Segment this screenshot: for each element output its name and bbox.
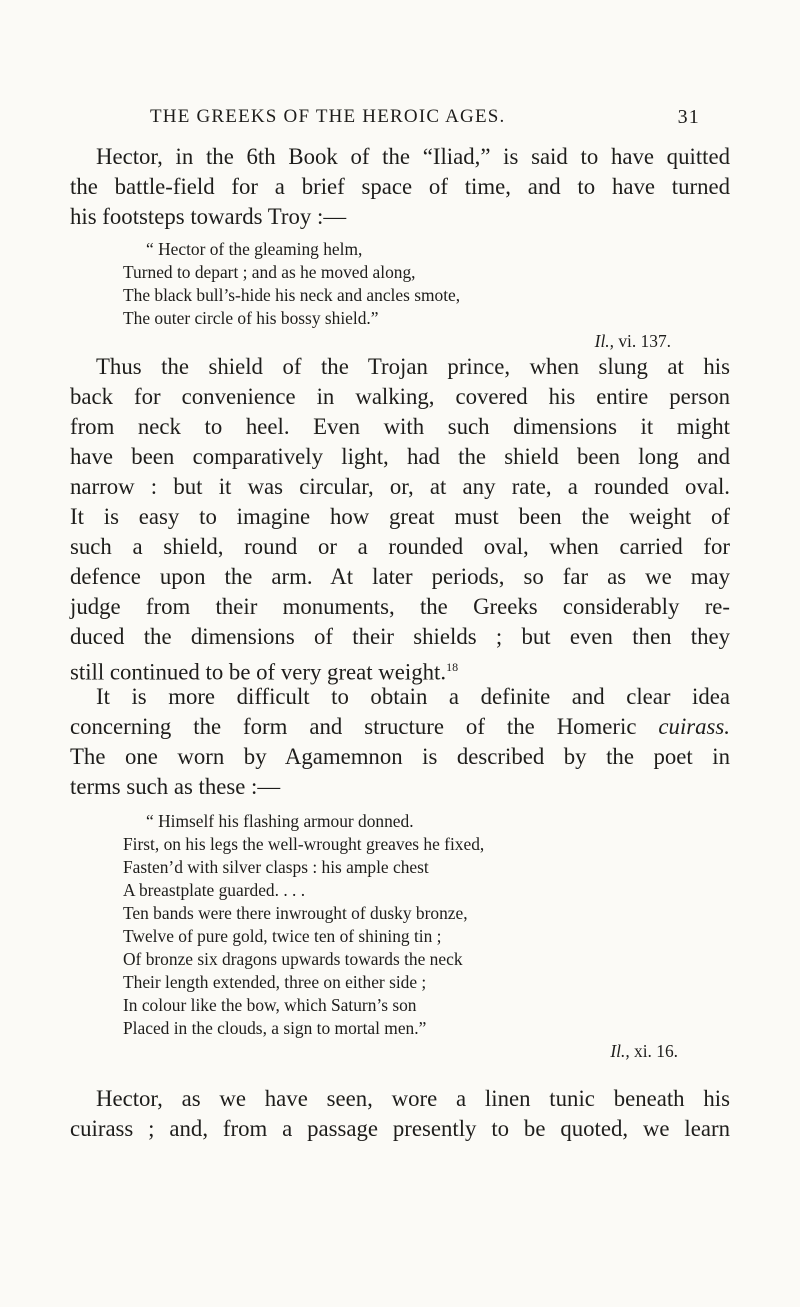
running-header	[150, 106, 700, 136]
verse-line: Placed in the clouds, a sign to mortal men.”	[123, 1018, 427, 1038]
paragraph-1	[70, 142, 730, 232]
verse-line: A breastplate guarded. . . .	[123, 880, 306, 900]
text-line: The one worn by Agamemnon is described by the poet in	[70, 744, 730, 769]
text-line: duced the dimensions of their shields ; but even then they	[70, 624, 730, 649]
text-line: the battle-field for a brief space of time, and to have turned	[70, 174, 730, 199]
text-line: narrow : but it was circular, or, at any rate, a rounded oval.	[70, 474, 730, 499]
paragraph-4	[70, 1084, 730, 1144]
verse-line: Ten bands were there inwrought of dusky bronze,	[123, 903, 468, 923]
footnote-ref: 18	[446, 660, 459, 674]
text-line: terms such as these :—	[70, 774, 281, 799]
paragraph-2	[70, 352, 730, 685]
text-line: such a shield, round or a rounded oval, when carried for	[70, 534, 730, 559]
verse-line: Of bronze six dragons upwards towards the neck	[123, 949, 463, 969]
text-line	[70, 652, 730, 685]
citation-ref: vi. 137.	[613, 331, 671, 351]
running-title: THE GREEKS OF THE HEROIC AGES.	[150, 106, 506, 127]
verse-line: Their length extended, three on either side ;	[123, 972, 427, 992]
text-line: his footsteps towards Troy :—	[70, 204, 347, 229]
verse-line: “ Himself his flashing armour donned.	[146, 811, 414, 831]
text-line: It is more difficult to obtain a definite and clear idea	[96, 684, 730, 709]
verse-line: The black bull’s-hide his neck and ancles smote,	[123, 285, 461, 305]
text-line: cuirass ; and, from a passage presently to be quoted, we learn	[70, 1116, 730, 1141]
verse-line: Turned to depart ; and as he moved along,	[123, 262, 416, 282]
text-line	[70, 712, 730, 742]
verse-line: “ Hector of the gleaming helm,	[146, 239, 363, 259]
citation	[123, 330, 723, 353]
verse-quote-2	[123, 810, 723, 1063]
citation	[123, 1040, 723, 1063]
verse-quote-1	[123, 238, 723, 353]
citation-ref: xi. 16.	[629, 1041, 678, 1061]
verse-line: Twelve of pure gold, twice ten of shining tin ;	[123, 926, 442, 946]
text-line: Thus the shield of the Trojan prince, when slung at his	[96, 354, 730, 379]
verse-line: The outer circle of his bossy shield.”	[123, 308, 379, 328]
italic-term: cuirass.	[658, 714, 730, 739]
verse-line: In colour like the bow, which Saturn’s son	[123, 995, 417, 1015]
text-line: It is easy to imagine how great must been the weight of	[70, 504, 730, 529]
text-line: from neck to heel. Even with such dimensions it might	[70, 414, 730, 439]
text-line: have been comparatively light, had the shield been long and	[70, 444, 730, 469]
text-line: Hector, as we have seen, wore a linen tunic beneath his	[96, 1086, 730, 1111]
paragraph-3	[70, 682, 730, 802]
verse-line: First, on his legs the well-wrought greaves he fixed,	[123, 834, 485, 854]
text-line: Hector, in the 6th Book of the “Iliad,” is said to have quitted	[96, 144, 730, 169]
citation-abbr: Il.,	[594, 331, 614, 351]
text-line: defence upon the arm. At later periods, so far as we may	[70, 564, 730, 589]
verse-line: Fasten’d with silver clasps : his ample chest	[123, 857, 429, 877]
text-segment: concerning the form and structure of the Homeric	[70, 714, 659, 739]
text-line: back for convenience in walking, covered his entire person	[70, 384, 730, 409]
citation-abbr: Il.,	[610, 1041, 630, 1061]
text-segment: still continued to be of very great weight.	[70, 659, 447, 685]
text-line: judge from their monuments, the Greeks considerably re-	[70, 594, 730, 619]
page-number: 31	[677, 106, 700, 128]
